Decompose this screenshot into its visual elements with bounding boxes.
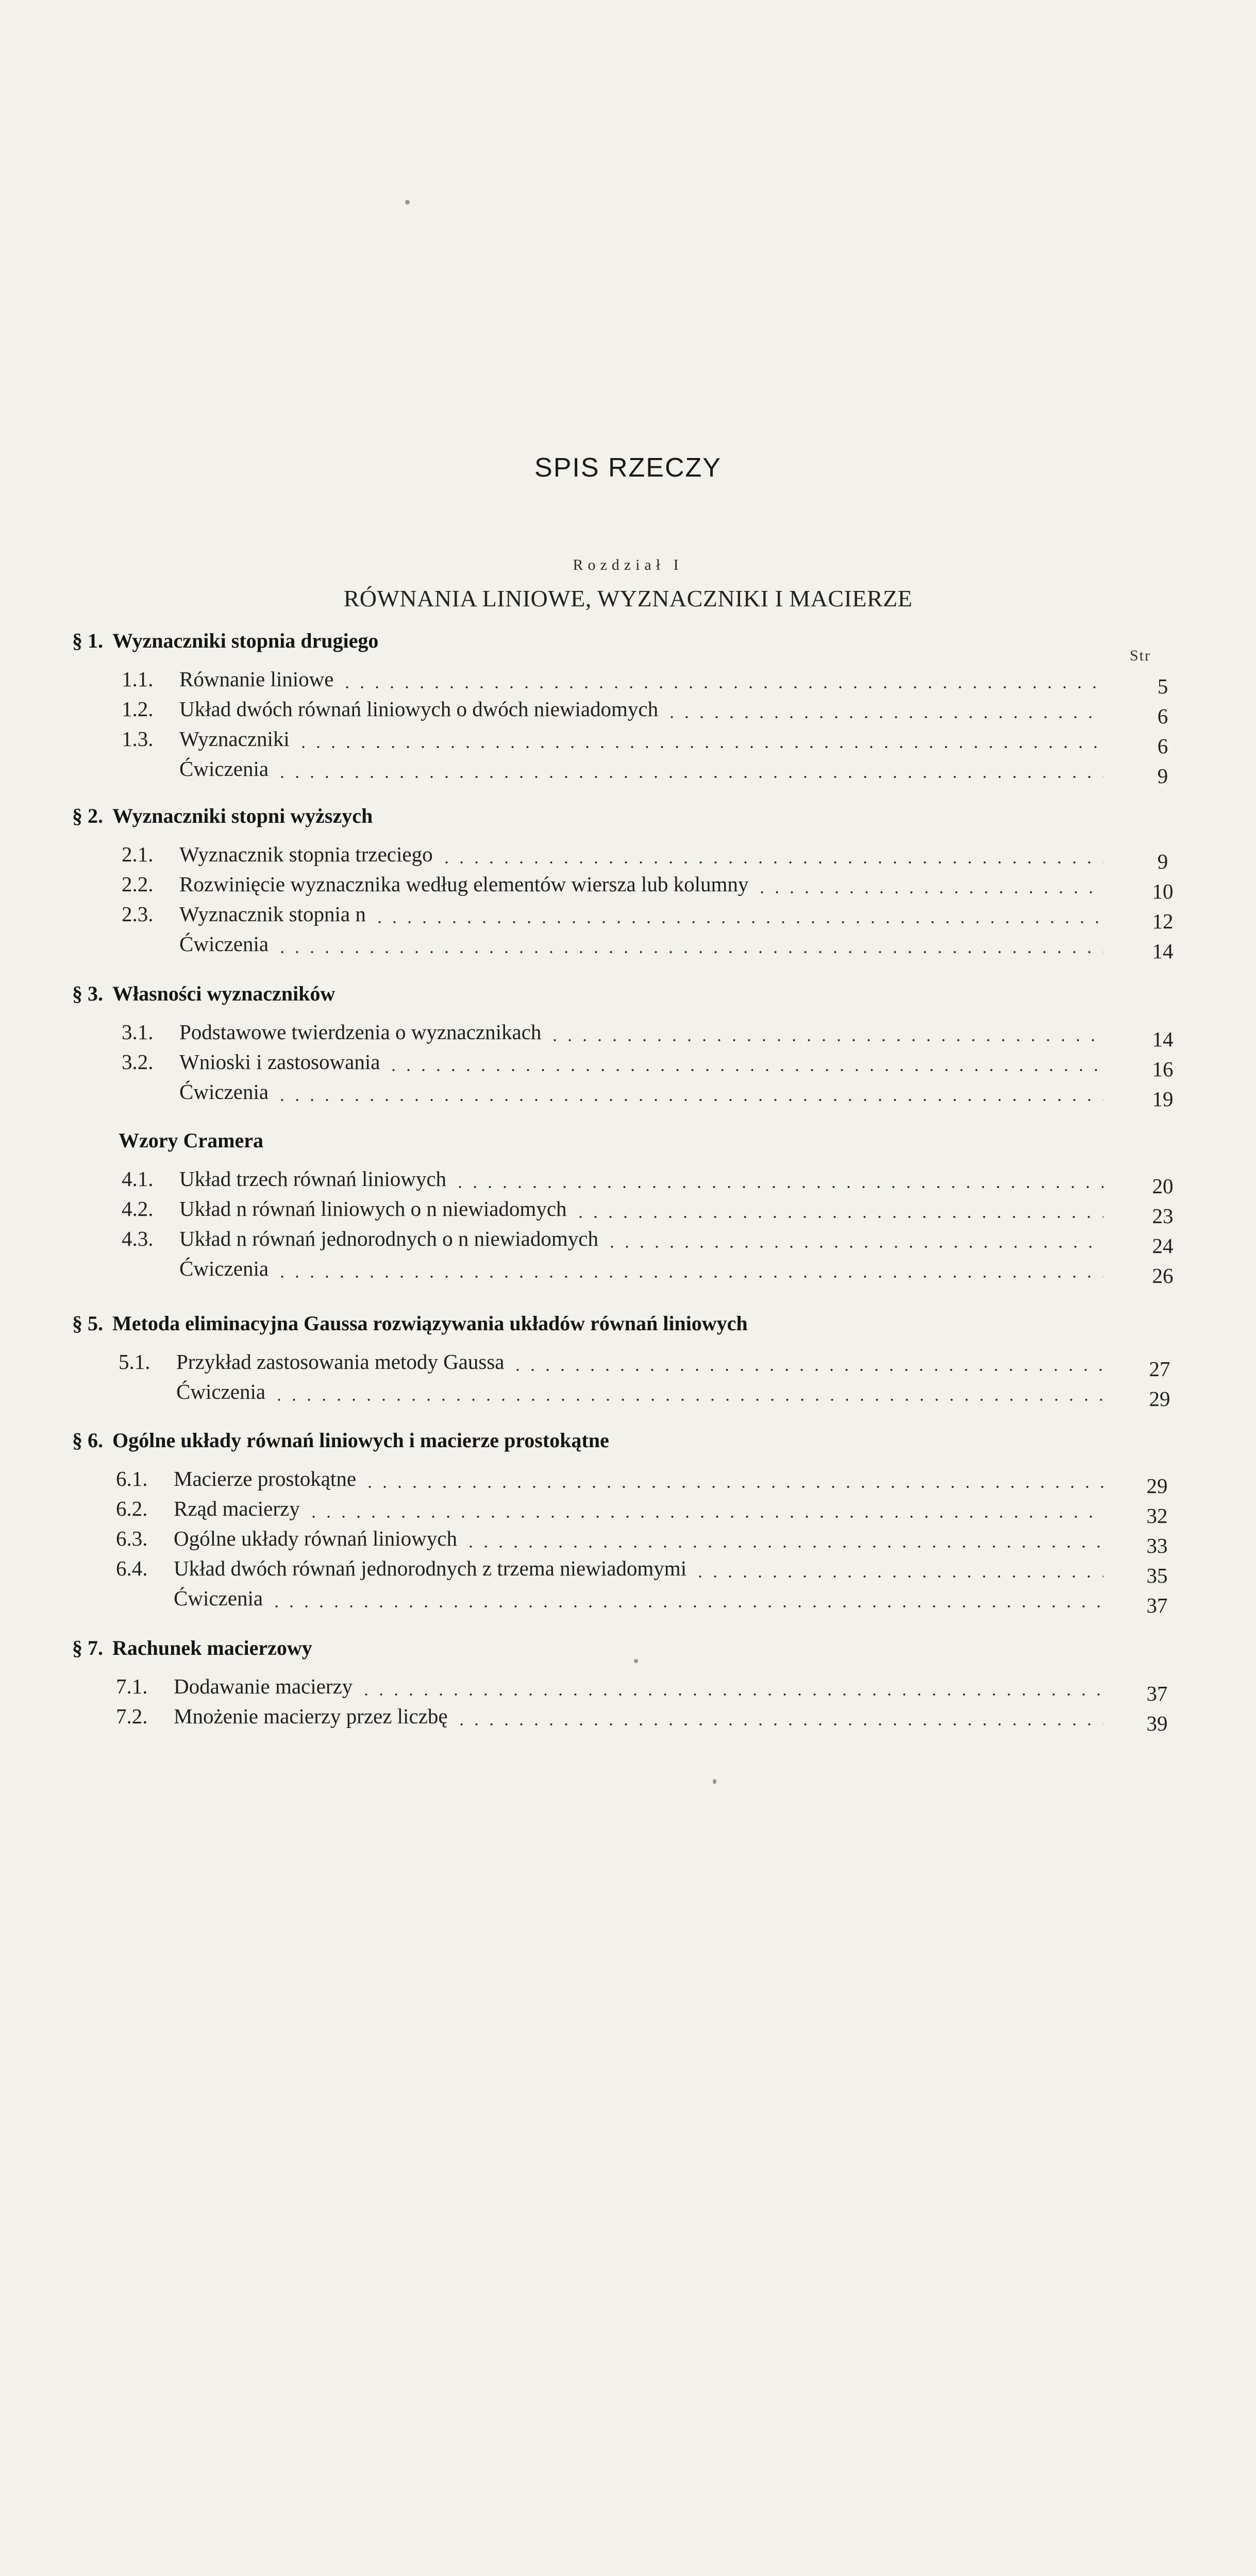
section-symbol: § 2.	[72, 804, 103, 827]
entry-page-number: 12	[1152, 909, 1174, 933]
toc-entry[interactable]	[122, 1079, 1174, 1111]
entry-page-number: 37	[1146, 1682, 1168, 1705]
entry-number: 2.3.	[122, 902, 154, 926]
toc-entry[interactable]	[116, 1586, 1168, 1617]
entry-title: Przykład zastosowania metody Gaussa	[176, 1350, 505, 1374]
paper-speck	[634, 1659, 638, 1663]
entry-page-number: 32	[1146, 1504, 1168, 1528]
entry-title: Układ dwóch równań jednorodnych z trzema niewiadomymi	[174, 1556, 687, 1580]
entry-title: Rozwinięcie wyznacznika według elementów wiersza lub kolumny	[179, 872, 749, 896]
section-title: Wzory Cramera	[119, 1129, 263, 1152]
dot-leader	[275, 1099, 1103, 1101]
entry-title: Macierze prostokątne	[174, 1467, 357, 1490]
section-symbol: § 6.	[72, 1429, 103, 1452]
entry-page-number: 37	[1146, 1594, 1168, 1617]
entry-number: 6.4.	[116, 1556, 148, 1580]
section-title: Wyznaczniki stopni wyższych	[112, 804, 373, 827]
entry-page-number: 35	[1146, 1564, 1168, 1587]
section-title: Ogólne układy równań liniowych i macierze prostokątne	[112, 1429, 609, 1452]
dot-leader	[272, 1399, 1103, 1401]
entry-number: 4.1.	[122, 1167, 154, 1191]
dot-leader	[547, 1039, 1103, 1041]
dot-leader	[664, 716, 1103, 718]
entry-number: 1.2.	[122, 697, 154, 721]
entry-title: Wyznaczniki	[179, 727, 290, 751]
entry-title: Ćwiczenia	[179, 1257, 269, 1280]
entry-title: Ćwiczenia	[179, 757, 269, 781]
entry-number: 6.1.	[116, 1467, 148, 1490]
entry-page-number: 24	[1152, 1234, 1174, 1258]
dot-leader	[693, 1575, 1103, 1578]
entry-title: Ogólne układy równań liniowych	[174, 1527, 457, 1550]
entry-title: Układ n równań jednorodnych o n niewiadomych	[179, 1227, 598, 1250]
toc-entry[interactable]	[122, 726, 1168, 758]
entry-title: Mnożenie macierzy przez liczbę	[174, 1704, 448, 1728]
entry-number: 6.3.	[116, 1527, 148, 1550]
entry-title: Podstawowe twierdzenia o wyznacznikach	[179, 1020, 542, 1044]
section-heading	[72, 1636, 312, 1660]
toc-entry[interactable]	[122, 1256, 1174, 1287]
entry-page-number: 5	[1157, 674, 1168, 698]
section-title: Metoda eliminacyjna Gaussa rozwiązywania układów równań liniowych	[112, 1312, 748, 1335]
entry-page-number: 33	[1146, 1534, 1168, 1557]
entry-title: Ćwiczenia	[176, 1380, 266, 1403]
section-heading	[72, 981, 335, 1006]
entry-title: Wnioski i zastosowania	[179, 1050, 380, 1074]
chapter-label: Rozdział I	[573, 556, 683, 573]
entry-number: 1.3.	[122, 727, 154, 751]
entry-page-number: 6	[1157, 734, 1168, 758]
entry-title: Dodawanie macierzy	[174, 1674, 353, 1698]
entry-title: Równanie liniowe	[179, 667, 334, 691]
entry-page-number: 19	[1152, 1087, 1174, 1111]
entry-page-number: 6	[1157, 704, 1168, 728]
dot-leader	[510, 1369, 1103, 1371]
toc-entry[interactable]	[122, 1020, 1174, 1051]
entry-title: Ćwiczenia	[179, 1080, 269, 1104]
dot-leader	[275, 951, 1103, 953]
dot-leader	[605, 1246, 1103, 1248]
dot-leader	[362, 1486, 1103, 1488]
entry-page-number: 23	[1152, 1204, 1174, 1228]
toc-entry[interactable]	[122, 1049, 1174, 1081]
toc-entry[interactable]	[116, 1466, 1168, 1498]
page-title: SPIS RZECZY	[534, 453, 722, 483]
entry-number: 7.2.	[116, 1704, 148, 1728]
entry-page-number: 9	[1157, 764, 1168, 788]
dot-leader	[453, 1186, 1103, 1188]
dot-leader	[275, 776, 1103, 778]
entry-title: Wyznacznik stopnia n	[179, 902, 366, 926]
dot-leader	[359, 1693, 1103, 1696]
section-heading	[72, 1428, 609, 1452]
dot-leader	[755, 891, 1103, 893]
entry-page-number: 26	[1152, 1264, 1174, 1287]
section-title: Rachunek macierzowy	[112, 1636, 312, 1659]
toc-entry[interactable]	[116, 1674, 1168, 1705]
chapter-title: RÓWNANIA LINIOWE, WYZNACZNIKI I MACIERZE	[343, 585, 913, 612]
dot-leader	[463, 1546, 1103, 1548]
entry-title: Wyznacznik stopnia trzeciego	[179, 842, 433, 866]
toc-entry[interactable]	[119, 1379, 1170, 1411]
entry-number: 5.1.	[119, 1350, 150, 1374]
entry-number: 4.2.	[122, 1197, 154, 1221]
entry-number: 6.2.	[116, 1497, 148, 1520]
toc-entry[interactable]	[116, 1496, 1168, 1528]
entry-page-number: 29	[1149, 1387, 1170, 1411]
entry-page-number: 14	[1152, 1027, 1174, 1051]
toc-entry[interactable]	[122, 1226, 1174, 1258]
entry-number: 3.1.	[122, 1020, 154, 1044]
toc-entry[interactable]	[122, 931, 1174, 963]
entry-number: 4.3.	[122, 1227, 154, 1250]
entry-page-number: 9	[1157, 850, 1168, 873]
entry-number: 2.1.	[122, 842, 154, 866]
section-symbol: § 7.	[72, 1636, 103, 1659]
toc-entry[interactable]	[122, 842, 1168, 873]
toc-entry[interactable]	[116, 1526, 1168, 1557]
toc-entry[interactable]	[122, 1196, 1174, 1228]
entry-title: Układ n równań liniowych o n niewiadomych	[179, 1197, 567, 1221]
toc-entry[interactable]	[122, 872, 1174, 903]
dot-leader	[386, 1069, 1103, 1071]
toc-entry[interactable]	[116, 1556, 1168, 1587]
toc-entry[interactable]	[122, 697, 1168, 728]
entry-title: Układ dwóch równań liniowych o dwóch niewiadomych	[179, 697, 659, 721]
entry-title: Ćwiczenia	[179, 932, 269, 956]
dot-leader	[372, 921, 1103, 923]
section-title: Wyznaczniki stopnia drugiego	[112, 629, 379, 652]
page-column-label: Str	[1130, 647, 1151, 664]
toc-entry[interactable]	[119, 1349, 1170, 1381]
section-symbol: § 5.	[72, 1312, 103, 1335]
section-title: Własności wyznaczników	[112, 982, 336, 1005]
toc-entry[interactable]	[116, 1704, 1168, 1735]
entry-title: Rząd macierzy	[174, 1497, 300, 1520]
dot-leader	[275, 1276, 1103, 1278]
entry-page-number: 39	[1146, 1711, 1168, 1735]
entry-page-number: 10	[1152, 879, 1174, 903]
entry-page-number: 20	[1152, 1174, 1174, 1198]
entry-number: 7.1.	[116, 1674, 148, 1698]
paper-speck	[405, 200, 410, 205]
entry-page-number: 16	[1152, 1057, 1174, 1081]
dot-leader	[454, 1723, 1103, 1725]
entry-number: 2.2.	[122, 872, 154, 896]
section-symbol: § 1.	[72, 629, 103, 652]
entry-number: 3.2.	[122, 1050, 154, 1074]
section-heading	[72, 804, 373, 828]
entry-page-number: 29	[1146, 1474, 1168, 1498]
section-heading	[72, 629, 378, 653]
entry-page-number: 27	[1149, 1357, 1170, 1381]
dot-leader	[573, 1216, 1103, 1218]
dot-leader	[306, 1516, 1103, 1518]
dot-leader	[296, 746, 1103, 748]
entry-page-number: 14	[1152, 939, 1174, 963]
dot-leader	[340, 686, 1103, 688]
entry-number: 1.1.	[122, 667, 154, 691]
section-heading	[72, 1311, 748, 1335]
section-symbol: § 3.	[72, 982, 103, 1005]
paper-speck	[713, 1779, 716, 1784]
section-heading	[119, 1128, 263, 1153]
toc-entry[interactable]	[122, 1166, 1174, 1198]
entry-title: Ćwiczenia	[174, 1586, 263, 1610]
dot-leader	[269, 1605, 1103, 1607]
toc-entry[interactable]	[122, 902, 1174, 933]
dot-leader	[439, 861, 1103, 863]
toc-entry[interactable]	[122, 667, 1168, 698]
toc-entry[interactable]	[122, 756, 1168, 788]
entry-title: Układ trzech równań liniowych	[179, 1167, 447, 1191]
